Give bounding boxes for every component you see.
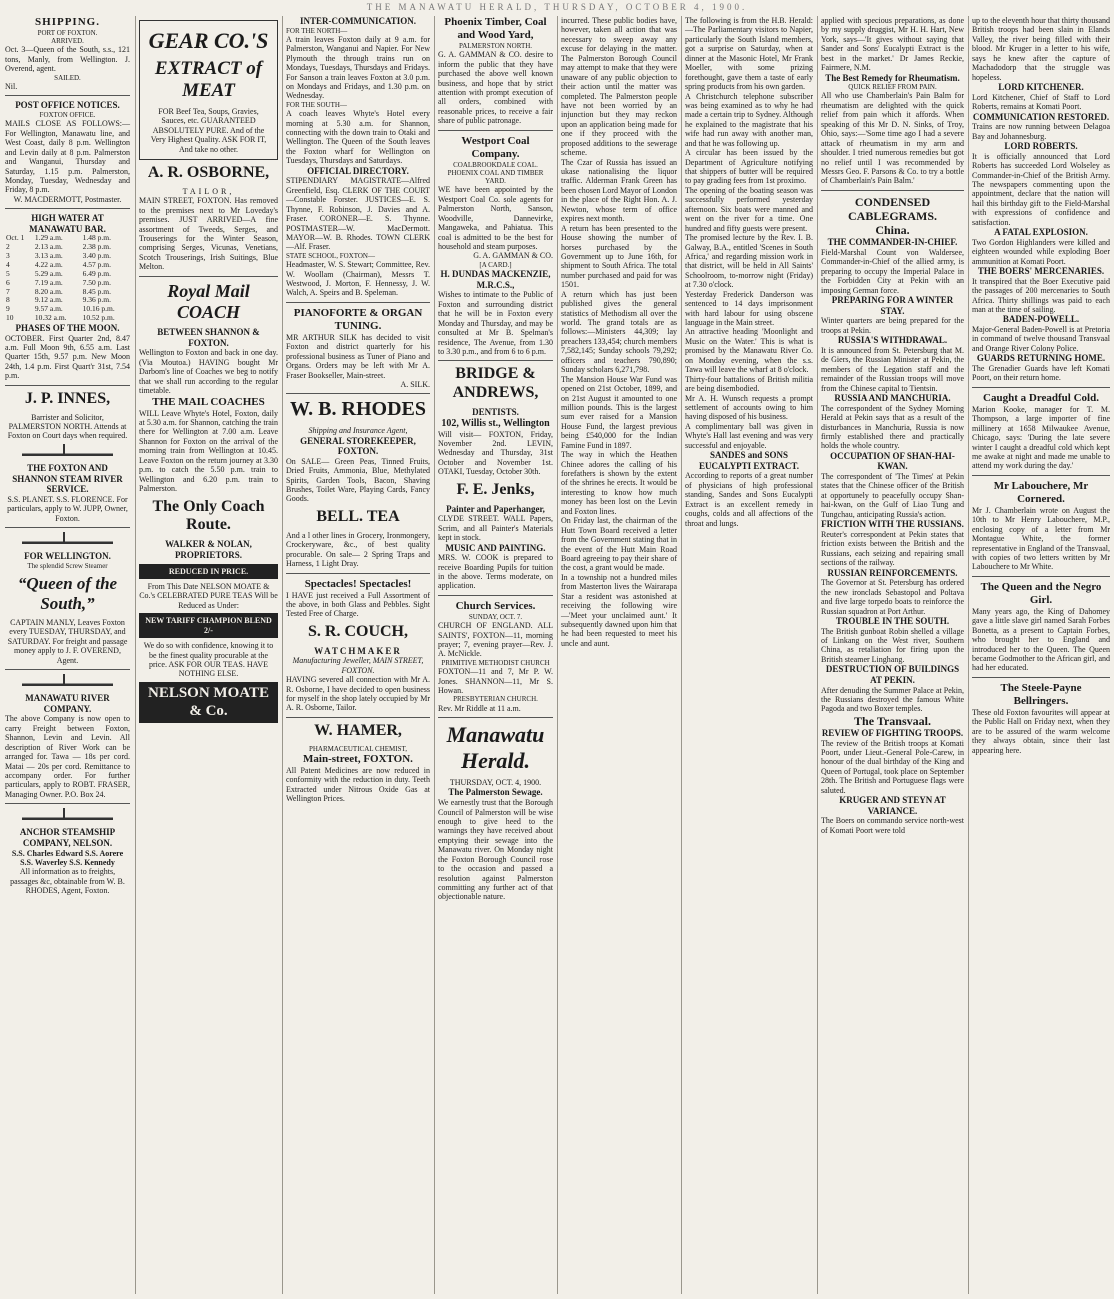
withdrawal-title: RUSSIA'S WITHDRAWAL. [837, 335, 948, 346]
article-paragraph: The following is from the H.B. Herald:—The Parliamentary visitors to Napier, particularly the South Island members, got a surprise on Saturday, when at dinner at the Masonic Hotel, Mr Frank Moeller, with some prizing forethought, gave them a taste of early spring products from his own garden. [685, 16, 813, 92]
jenks-text: CLYDE STREET. WALL Papers, Scrim, and all Painter's Materials kept in stock. [438, 514, 553, 543]
divider [438, 717, 553, 718]
tide-cell: 1.48 p.m. [82, 233, 111, 243]
column-3 [282, 16, 433, 1294]
westport-title: Westport Coal Company. [461, 134, 530, 160]
river-co-title: MANAWATU RIVER COMPANY. [25, 693, 110, 714]
music-title: MUSIC AND PAINTING. [445, 542, 546, 553]
article-paragraph: A return has been presented to the House showing the number of horses purchased by the Government up to June 16th, for shipment to South Africa. The total number purchased and paid for was 1501. [561, 223, 677, 290]
rhodes-title: W. B. RHODES [290, 398, 426, 421]
shanhai-text: The correspondent of 'The Times' at Pekin states that the Chinese officer of the British at opportunely to peacefully occupy Shan-hai-kwan, on the Gulf of Liao Tung and Tungchau, anticipating Russia's action. [821, 472, 964, 519]
tide-cell: 10.16 p.m. [82, 304, 115, 314]
phoenix-loc: PALMERSTON NORTH. [458, 41, 533, 50]
queen-text: CAPTAIN MANLY, Leaves Foxton every TUESDAY, THURSDAY, and SATURDAY. For freight and passage money apply to J. F. OVEREND, Agent. [7, 618, 128, 665]
hamer-street: Main-street, FOXTON. [303, 753, 413, 766]
manchuria-text: The correspondent of the Sydney Morning Herald at Pekin says that as a result of the disturbances in Manchuria, Russia is now firmly established there and practically holds the whole country. [821, 403, 964, 451]
article-paragraph: The Mansion House War Fund was opened on 21st October, 1899, and on 21st August it amounted to one million pounds. This is the largest sum ever raised for a Mansion House Fund, the largest previous being £540,000 for the Indian Famine Fund in 1897. [561, 374, 677, 450]
tide-cell: Oct. 1 [6, 233, 25, 243]
tide-cell: 8.45 p.m. [82, 286, 111, 296]
tide-row [5, 252, 130, 261]
friction-text: Reuter's correspondent at Pekin states that friction exists between the British and the Russians, each seizing and repairing small sections of the railway. [821, 529, 964, 568]
mercenaries-text: It transpired that the Boer Executive paid the passages of 200 mercenaries to South Africa. Thirty shillings was paid to each man at the time of sailing. [972, 276, 1110, 314]
tide-cell: 8.20 a.m. [34, 286, 63, 296]
hamer-trade: PHARMACEUTICAL CHEMIST, [308, 744, 407, 753]
tide-cell: 10.52 p.m. [82, 313, 115, 323]
couch-trade: WATCHMAKER [314, 645, 402, 656]
explosion-title: A FATAL EXPLOSION. [994, 227, 1088, 238]
tide-cell: 1.29 a.m. [34, 233, 63, 243]
bell-tea: BELL. TEA [316, 507, 400, 525]
sailed-text: Nil. [5, 82, 18, 92]
moon-text: OCTOBER. First Quarter 2nd, 8.47 a.m. Full Moon 9th, 6.55 a.m. Last Quarter 15th, 9.57 p.m. New Moon 24th, 1.4 p.m. First Quart'r 31st, 7.54 p.m. [5, 333, 130, 381]
for-wellington: FOR WELLINGTON. [24, 551, 111, 562]
herald-title: Manawatu Herald. [446, 722, 545, 774]
rhodes-sale: On SALE— Green Peas, Tinned Fruits, Dried Fruits, Ammonia, Blue, Methylated Spirits, Garden Tools, Bacon, Shaving Brushes, Toilet Ware, Playing Cards, Fancy Goods. [286, 456, 430, 504]
ship-icon [22, 808, 113, 824]
tide-cell: 7.50 p.m. [82, 277, 111, 287]
divider [5, 527, 130, 528]
school-text: Headmaster, W. S. Stewart; Committee, Rev. W. Woollam (Chairman), Messrs T. Westwood, J. Morton, F. Hennessy, J. W. Walch, A. Speirs and B. Speleman. [286, 260, 430, 298]
article-paragraph: On Friday last, the chairman of the Hutt Town Board received a letter from the Government stating that in the event of the Hutt Main Road Board agreeing to pay their share of the cost, a grant would be made. [561, 516, 677, 573]
divider [438, 130, 553, 131]
couch-name: S. R. COUCH, [307, 622, 408, 640]
cold-title: Caught a Dreadful Cold. [983, 391, 1099, 404]
tide-row [5, 279, 130, 288]
tide-cell: 9.12 a.m. [34, 295, 63, 305]
tariff-text: We do so with confidence, knowing it to be the finest quality procurable at the price. ASK FOR OUR TEAS. HAVE NOTHING ELSE. [143, 641, 274, 679]
tide-row [5, 314, 130, 323]
sewage-text: We earnestly trust that the Borough Council of Palmerston will be wise enough to give heed to the warnings they have received about emptying their sewage into the Manawatu river. On Monday night the Foxton Borough Council rose to the occasion and passed a resolution against Palmerston committing any further act of that objectionable nature. [438, 798, 553, 902]
north-text: A train leaves Foxton daily at 9 a.m. for Palmerston, Wanganui and Napier. For New Plymouth the through trains run on Mondays, Tuesdays, Thursdays and Fridays. For Sanson a train leaves Foxton at 3.0 p.m. on Mondays and Fridays, and 1.30 p.m. on Wednesday. [286, 34, 430, 101]
hamer-text: All Patent Medicines are now reduced in conformity with the reduction in duty. Teeth Extracted under Nitrous Oxide Gas at Wellington Prices. [286, 766, 430, 804]
divider [5, 208, 130, 209]
south-text: A coach leaves Whyte's Hotel every morning at 5.30 a.m. for Shannon, connecting with the down train to Otaki and Wellington. The Queen of the South leaves the Foxton wharf for Wellington on Tuesdays, Thursdays and Saturdays. [286, 109, 430, 166]
commander-text: Field-Marshal Count von Waldersee, Commander-in-Chief of the allied army, is preparing to occupy the Imperial Palace in the Forbidden City at Pekin with an imposing German force. [821, 247, 964, 295]
review-text: The review of the British troops at Komati Poort, under Lieut.-General Pole-Carew, in honour of the dual birthday of the King and Queen of Portugal, took place on September 28th. The British and Portuguese flags were saluted. [821, 738, 964, 795]
post-title: POST OFFICE NOTICES. [15, 100, 120, 111]
river-text: The above Company is now open to carry Freight between Foxton, Shannon, Levin and Levin. All description of River Work can be arranged for. Tawa — 18s per cord. Matai — 20s per cord. Remittance to accompany order. For further particulars, apply to ROBT. FRASER, Managing Owner. P.O. Box 24. [5, 714, 130, 799]
comm-text: Trains are now running between Delagoa Bay and Johannesburg. [972, 122, 1110, 141]
presby-text: Rev. Mr Riddle at 11 a.m. [438, 703, 521, 713]
jenks-trade: Painter and Paperhanger, [446, 503, 545, 514]
roberts-title: LORD ROBERTS. [1004, 141, 1078, 152]
bridge-addr: 102, Willis st., Wellington [441, 417, 550, 429]
divider [286, 717, 430, 718]
column-4 [434, 16, 556, 1294]
divider [286, 302, 430, 303]
gear-ad [139, 20, 278, 160]
westport-sub: COALBROOKDALE COAL. PHOENIX COAL AND TIMBER YARD. [447, 160, 544, 186]
comm-title: COMMUNICATION RESTORED. [972, 111, 1110, 122]
article-paragraph: A Christchurch telephone subscriber was being examined as to why he had made a certain trip to Sydney. Although he explained to the magistrate that his wife had run away with another man, and that he was following up. [685, 91, 813, 148]
tide-row [5, 270, 130, 279]
trouble-title: TROUBLE IN THE SOUTH. [835, 615, 950, 626]
gear-product: EXTRACT of MEAT [154, 57, 263, 102]
article-paragraph: The opening of the boating season was successfully performed yesterday afternoon. Six boats were manned and went on the river for a time. One hundred and fifty guests were present. [685, 185, 813, 233]
dentists-label: DENTISTS. [472, 407, 519, 418]
labouchere-text: Mr J. Chamberlain wrote on August the 10th to Mr Henry Labouchere, M.P., enclosing copy of a letter from Mr Montague White, the former representative in England of the Transvaal, with copies of two letters written by Mr Labouchere to Mr White. [972, 505, 1110, 572]
hamer-name: W. HAMER, [314, 721, 402, 739]
divider [972, 387, 1110, 388]
nelson-moate-logo: NELSON MOATE & Co. [139, 682, 278, 723]
kruger-text: The Boers on commando service north-west of Komati Poort were told [821, 816, 964, 835]
tide-cell: 9 [6, 304, 10, 314]
gear-text: FOR Beef Tea, Soups, Gravies, Sauces, etc. GUARANTEED ABSOLUTELY PURE. And of the Very Highest Quality. ASK FOR IT, And take no other. [150, 106, 267, 154]
reinforce-text: The Governor at St. Petersburg has ordered the new ironclads Sebastopol and Poltava and five large torpedo boats to reinforce the Russian squadron at Port Arthur. [821, 578, 964, 616]
moon-title: PHASES OF THE MOON. [15, 322, 120, 333]
silk-sign: A. SILK. [400, 380, 430, 390]
article-paragraph: incurred. These public bodies have, however, taken all action that was necessary to sweep away any excuse for delaying in the matter. The Palmerston Borough Council may attempt to make that they were unaware of any public objection to their action until the matter was completed. The Palmerston people have not been worried by an injunction but they may reckon upon an application being made for one if they proceed with the proposed additions to the sewerage scheme. [561, 16, 677, 158]
tide-cell: 4 [6, 260, 10, 270]
divider [286, 393, 430, 394]
article-paragraph: A circular has been issued by the Department of Agriculture notifying that shippers of butter will be required to pay grading fees from 1st proximo. [685, 148, 813, 186]
article-paragraph: The Czar of Russia has issued an ukase nationalising the liquor traffic. Alderman Frank Green has been chosen Lord Mayor of London in the place of the Right Hon. A. J. Newton, whose term of office expires next month. [561, 157, 677, 224]
queen-negro-text: Many years ago, the King of Dahomey gave a little slave girl named Sarah Forbes Bonetta, as a present to Captain Forbes, who brought her to England and introduced her to the Queen. The Queen became Godmother to the African girl, and had her educated. [972, 606, 1110, 673]
bell-text: And a l other lines in Grocery, Ironmongery, Crockeryware, &c., of best quality procurable. On sale— 2 Spring Traps and Harness, 1 Light Dray. [286, 530, 430, 569]
jenks-name: F. E. Jenks, [456, 480, 535, 498]
spectacles-title: Spectacles! Spectacles! [304, 577, 412, 590]
column-5 [557, 16, 680, 1294]
baden-title: BADEN-POWELL. [1002, 314, 1080, 325]
divider [972, 677, 1110, 678]
article-paragraph: An attractive heading 'Moonlight and Music on the Water.' This is what is promised by the Manawatu River Co. on Monday evening, when the s.s. Tawa will leave the wharf at 8 o'clock. [685, 327, 813, 375]
roberts-text: It is officially announced that Lord Roberts has succeeded Lord Wolseley as Commander-in-Chief of the British Army. The newspapers commenting upon the appointment, declare that the nation will hail this birthday gift to the Field-Marshal with expressions of confidence and satisfaction. [972, 151, 1110, 227]
foxton-shannon-text: S.S. PLANET. S.S. FLORENCE. For particulars, apply to W. JUPP, Owner, Foxton. [7, 494, 128, 523]
tide-cell: 2.13 a.m. [34, 242, 63, 252]
steamer-icon [22, 674, 113, 690]
tide-cell: 3.13 a.m. [34, 251, 63, 261]
article-paragraph: Yesterday Frederick Danderson was sentenced to 14 days imprisonment with hard labour for using obscene language in the Main street. [685, 289, 813, 327]
osborne-name: A. R. OSBORNE, [147, 163, 270, 181]
innes-name: J. P. INNES, [24, 389, 111, 407]
divider [438, 360, 553, 361]
silk-text: MR ARTHUR SILK has decided to visit Foxton and district quarterly for his professional business as Tuner of Piano and Organs. Orders may be left with Mr A. Fraser Bookseller, Main-street. [286, 332, 430, 380]
westport-text: WE have been appointed by the Westport Coal Co. sole agents for Palmerston North, Sanson, Woodville, Dannevirke, Mangaweka, and Pahiatua. This coal is admitted to be the best for household and steam purposes. [438, 185, 553, 251]
tide-cell: 4.22 a.m. [34, 260, 63, 270]
south-title: FOR THE SOUTH— [286, 100, 347, 109]
tide-title: HIGH WATER AT MANAWATU BAR. [29, 213, 106, 234]
divider [5, 803, 130, 804]
tide-cell: 7.19 a.m. [34, 277, 63, 287]
walker-nolan: WALKER & NOLAN, PROPRIETORS. [165, 539, 252, 560]
phoenix-text: G. A. GAMMAN & CO. desire to inform the public that they have purchased the above well known business, and hope that by strict attention with prompt execution of all orders, combined with reasonable prices, to receive a fair share of public patronage. [438, 50, 553, 126]
queen-name: “Queen of the South,” [17, 573, 118, 613]
steele-title: The Steele-Payne Bellringers. [1000, 681, 1082, 707]
column-7 [817, 16, 967, 1294]
royal-mail-title: Royal Mail COACH [167, 280, 250, 322]
steamer-icon [22, 444, 113, 460]
tide-cell: 5 [6, 268, 10, 278]
royal-text: Wellington to Foxton and back in one day. (Via Moutoa.) HAVING bought Mr Darbom's line of Coaches we beg to notify that we shall run according to the regular timetable. [139, 348, 278, 396]
tide-cell: 6 [6, 277, 10, 287]
sandes-text: According to reports of a great number of physicians of high professional standing, Sandes and Sons Eucalypti Extract is an excellent remedy in coughs, colds and all affections of the throat and lungs. [685, 471, 813, 528]
article-paragraph: The promised lecture by the Rev. I. B. Galway, B.A., entitled 'Scenes in South Africa,' and regarding mission work in that district, will be held in All Saints' Schoolroom, to-morrow night (Friday) at 7.30 o'clock. [685, 233, 813, 290]
music-text: MRS. W. COOK is prepared to receive Boarding Pupils for tuition in the above. Terms moderate, on application. [438, 553, 553, 591]
only-coach-title: The Only Coach Route. [152, 497, 265, 534]
shipping-title: SHIPPING. [35, 16, 100, 28]
divider [286, 573, 430, 574]
mercenaries-title: THE BOERS' MERCENARIES. [977, 266, 1105, 277]
mail-coaches-title: THE MAIL COACHES [152, 395, 265, 408]
divider [438, 595, 553, 596]
winter-title: PREPARING FOR A WINTER STAY. [831, 295, 954, 316]
tide-cell: 10.32 a.m. [34, 313, 67, 323]
reduced-text: From This Date NELSON MOATE & Co.'s CELEBRATED PURE TEAS Will be Reduced as Under: [139, 581, 278, 610]
tide-cell: 3 [6, 251, 10, 261]
tide-cell: 2.38 p.m. [82, 242, 111, 252]
tide-cell: 2 [6, 242, 10, 252]
divider [139, 276, 278, 277]
tide-table [5, 234, 130, 322]
tide-row [5, 243, 130, 252]
labouchere-title: Mr Labouchere, Mr Cornered. [993, 479, 1089, 505]
guards-title: GUARDS RETURNING HOME. [976, 353, 1106, 364]
foxton-shannon-title: THE FOXTON AND SHANNON STEAM RIVER SERVICE. [12, 462, 123, 495]
explosion-text: Two Gordon Highlanders were killed and eighteen wounded while exploding Boer ammunition at Komati Poort. [972, 237, 1110, 266]
couch-sub: Manufacturing Jeweller, MAIN STREET, FOXTON. [292, 656, 424, 675]
remedy-title: The Best Remedy for Rheumatism. [825, 72, 960, 83]
church-title: Church Services. [455, 599, 536, 612]
gear-brand: GEAR CO.'S [148, 28, 269, 53]
card-label: [A CARD.] [479, 260, 512, 269]
shanhai-title: OCCUPATION OF SHAN-HAI-KWAN. [830, 450, 955, 472]
tide-row [5, 288, 130, 297]
methodist-title: PRIMITIVE METHODIST CHURCH [441, 658, 550, 667]
osborne-trade: TAILOR, [182, 186, 235, 196]
tide-cell: 5.29 a.m. [34, 268, 63, 278]
tide-row [5, 234, 130, 243]
reinforce-title: RUSSIAN REINFORCEMENTS. [827, 567, 958, 578]
divider [5, 669, 130, 670]
official-text: STIPENDIARY MAGISTRATE—Alfred Greenfield, Esq. CLERK OF THE COURT—Constable Forster. JUSTICES—E. S. Thynne, F. Robinson, J. Davies and A. Fraser. CORONER—E. S. Thynne. POSTMASTER—W. MacDermott. MAYOR—W. B. Rhodes. TOWN CLERK—Alf. Fraser. [286, 176, 430, 252]
commander-title: THE COMMANDER-IN-CHIEF. [827, 237, 958, 248]
church-text: CHURCH OF ENGLAND. ALL SAINTS', FOXTON—11, morning prayer; 7, evening prayer—Rev. J. A. McNickle. [438, 621, 553, 659]
postmaster: W. MACDERMOTT, Postmaster. [13, 194, 122, 204]
sandes-title: SANDES and SONS EUCALYPTI EXTRACT. [698, 450, 800, 471]
destruction-title: DESTRUCTION OF BUILDINGS AT PEKIN. [825, 664, 960, 685]
mackenzie-name: H. DUNDAS MACKENZIE, M.R.C.S., [440, 269, 551, 290]
bridge-name: BRIDGE & ANDREWS, [452, 365, 539, 402]
rhodes-sub: Shipping and Insurance Agent, [308, 426, 408, 436]
tide-cell: 10 [6, 313, 14, 323]
guards-text: The Grenadier Guards have left Komati Poort, on their return home. [972, 363, 1110, 383]
article-paragraph: Thirty-four battalions of British militia are being disembodied. [685, 374, 813, 394]
divider [5, 95, 130, 96]
china-title: China. [875, 223, 910, 238]
north-title: FOR THE NORTH— [286, 26, 348, 35]
manchuria-title: RUSSIA AND MANCHURIA. [834, 393, 951, 404]
rhodes-store: GENERAL STOREKEEPER, FOXTON. [300, 435, 416, 457]
column-2 [135, 16, 281, 1294]
article-paragraph: up to the eleventh hour that thirty thousand British troops had been slain in Elands Valley, the river being filled with their blood. Mr Kruger in a letter to his wife, says he knew after the capture of Machadodorp that the struggle was hopeless. [972, 16, 1110, 82]
spectacles-text: I HAVE just received a Full Assortment of the above, in both Glass and Pebbles. Sight Tested Free of Charge. [286, 590, 430, 619]
column-6 [681, 16, 816, 1294]
trouble-text: The British gunboat Robin shelled a village of Linkang on the West river, Southern China, as retaliation for firing upon the British steamer Linghang. [821, 626, 964, 664]
winter-text: Winter quarters are being prepared for the troops at Pekin. [821, 316, 964, 335]
tide-cell: 6.49 p.m. [82, 268, 111, 278]
destruction-text: After denuding the Summer Palace at Pekin, the Russians destroyed the famous White Pagoda and two Boxer temples. [821, 685, 964, 714]
withdrawal-text: It is announced from St. Petersburg that M. de Giers, the Russian Minister at Pekin, the members of the Legation staff and the remainder of the Russian troops will move from the Chinese capital to Tientsin. [821, 345, 964, 393]
presby-title: PRESBYTERIAN CHURCH. [453, 695, 538, 704]
cold-text: Marion Kooke, manager for T. M. Thompson, a large importer of fine millinery at 1658 Milwaukee Avenue, Chicago, says: 'During the late severe winter I caught a dreadful cold which kept me awake at night and made me unable to attend my work during the day.' [972, 404, 1110, 471]
official-title: OFFICIAL DIRECTORY. [307, 165, 409, 176]
column-8 [968, 16, 1113, 1294]
osborne-text: MAIN STREET, FOXTON. Has removed to the premises next to Mr Loveday's premises. JUST ARRIVED—A fine assortment of Tweeds, Serges, and Trouserings for the Winter Season, comprising Serges, Vicunas, Venetians, Scotch Trouserings, Irish Suitings, Blue Melton. [139, 196, 278, 272]
kruger-title: KRUGER AND STEYN AT VARIANCE. [839, 795, 946, 816]
reduced-banner: REDUCED IN PRICE. [139, 564, 278, 579]
arrived-text: Oct. 3—Queen of the South, s.s., 121 tons, Manly, from Wellington. J. Overend, agent. [5, 45, 130, 74]
methodist-text: FOXTON—11 and 7, Mr P. W. Jones. SHANNON—11, Mr S. Howan. [438, 667, 553, 695]
mail-text: WILL Leave Whyte's Hotel, Foxton, daily at 5.30 a.m. for Shannon, catching the train there for Wellington at 7.00 a.m. Leave Shannon for Foxton on the arrival of the morning train from Wellington at 10.45. Leave Foxton on the return journey at 3.30 p.m. to catch the 5.50 p.m. train to Wellington and 6.20 p.m. train to Palmerston. [139, 408, 278, 494]
post-text: MAILS CLOSE AS FOLLOWS:— For Wellington, Manawatu line, and West Coast, daily 8 p.m. Wellington and Levin daily at 8 p.m. Palmerston and Wanganui, Thursday and Saturday, 1.15 p.m. Palmerston, Monday, Tuesday, Wednesday and Friday, 8 p.m. [5, 119, 130, 195]
anchor-title: ANCHOR STEAMSHIP COMPANY, NELSON. [19, 827, 116, 848]
school-title: STATE SCHOOL, FOXTON— [286, 251, 375, 260]
tide-cell: 4.57 p.m. [82, 260, 111, 270]
royal-route: BETWEEN SHANNON & FOXTON. [157, 327, 260, 348]
article-paragraph: Mr A. H. Wunsch requests a prompt settlement of accounts owing to him having disposed of his business. [685, 393, 813, 422]
post-sub: FOXTON OFFICE. [39, 111, 96, 120]
steele-text: These old Foxton favourites will appear at the Public Hall on Friday next, when they are to be assured of the warm welcome they always obtain, since their last appearing here. [972, 707, 1110, 755]
sewage-title: The Palmerston Sewage. [448, 787, 543, 798]
anchor-ships: S.S. Charles Edward S.S. Aorere S.S. Waverley S.S. Kennedy [11, 848, 124, 867]
transvaal-title: The Transvaal. [854, 713, 931, 728]
queen-intro: The splendid Screw Steamer [27, 561, 108, 570]
remedy-sub: QUICK RELIEF FROM PAIN. [848, 83, 937, 92]
column-1 [2, 16, 133, 1294]
anchor-text: All information as to freights, passages &c, obtainable from W. B. RHODES, Agent, Foxton. [10, 867, 125, 896]
divider [972, 475, 1110, 476]
masthead: THE MANAWATU HERALD, THURSDAY, OCTOBER 4, 1900. [366, 2, 748, 12]
article-paragraph: The way in which the Heathen Chinee adores the calling of his forefathers is shown by the extent of the shrines he erects. It would be interesting to know how much money has been lost on the Levin and Foxton lines. [561, 450, 677, 516]
intercom-title: INTER-COMMUNICATION. [299, 16, 417, 26]
herald-date: THURSDAY, OCT. 4, 1900. [449, 778, 542, 788]
tide-row [5, 261, 130, 270]
tide-cell: 9.57 a.m. [34, 304, 63, 314]
westport-sign: G. A. GAMMAN & CO. [473, 251, 553, 261]
pianoforte-title: PIANOFORTE & ORGAN TUNING. [293, 306, 423, 332]
friction-title: FRICTION WITH THE RUSSIANS. [821, 519, 964, 530]
baden-text: Major-General Baden-Powell is at Pretoria in command of twelve thousand Transvaal and Orange River Colony Police. [972, 325, 1110, 353]
phoenix-title: Phoenix Timber, Coal and Wood Yard, [444, 16, 547, 41]
cables-title: CONDENSED CABLEGRAMS. [847, 194, 937, 224]
innes-text: Barrister and Solicitor, PALMERSTON NORTH. Attends at Foxton on Court days when required. [7, 412, 128, 441]
steamer-icon [22, 532, 113, 548]
kitchener-text: Lord Kitchener, Chief of Staff to Lord Roberts, remains at Komati Poort. [972, 92, 1110, 112]
tide-cell: 9.36 p.m. [82, 295, 111, 305]
church-date: SUNDAY, OCT. 7. [468, 612, 523, 621]
tide-cell: 3.40 p.m. [82, 251, 111, 261]
article-paragraph: A return which has just been published gives the general statistics of Methodism all over the world. The grand totals are as follows:—Ministers 44,309; lay preachers 133,454; church members 7,582,145; Sunday schools 79,292; officers and teachers 790,890; Sunday scholars 6,271,798. [561, 289, 677, 375]
kitchener-title: LORD KITCHENER. [998, 82, 1084, 93]
bridge-text: Will visit— FOXTON, Friday, November 2nd. LEVIN, Wednesday and Thursday, 31st October and November 1st. OTAKI, Tuesday, October 30th. [438, 429, 553, 477]
remedy-text: All who use Chamberlain's Pain Balm for rheumatism are delighted with the quick relief from pain which it affords. When speaking of this Mr D. N. Sinks, of Troy, Ohio, says:—'Some time ago I had a severe attack of rheumatism in my arm and shoulder. I tried numerous remedies but got no relief until I was recommended by Messrs Geo. F. Parsons & Co. to try a bottle of Chamberlain's Pain Balm.' [821, 91, 964, 186]
sailed-label: SAILED. [54, 73, 81, 82]
article-paragraph: A complimentary ball was given in Whyte's Hall last evening and was very successful and enjoyable. [685, 421, 813, 450]
queen-negro-title: The Queen and the Negro Girl. [980, 580, 1102, 606]
article-paragraph: applied with specious preparations, as done by my supply druggist, Mr H. H. Hart, New York, says—'It gives without saying that Sander and Sons' Eucalypti Extract is the best in the market.' Dr James Reckie, Fairmere, N.M. [821, 16, 964, 73]
divider [5, 385, 130, 386]
port-label: PORT OF FOXTON. [37, 28, 98, 37]
tide-cell: 8 [6, 295, 10, 305]
review-title: REVIEW OF FIGHTING TROOPS. [821, 727, 964, 738]
article-paragraph: In a township not a hundred miles from Masterton lives the Wairarapa Star a resident was astonished at receiving the following wire—'Meet your unclaimed aunt.' It subsequently dawned upon him that he had been requested to meet his uncle and aunt. [561, 572, 677, 648]
arrived-label: ARRIVED. [51, 37, 84, 46]
divider [972, 576, 1110, 577]
mackenzie-text: Wishes to intimate to the Public of Foxton and surrounding district that he will be in Foxton every Monday and Thursday, and may be consulted at Mr B. Spelman's residence, The Avenue, from 1.30 to 3.30 p.m., and from 6 to 6 p.m. [438, 290, 553, 356]
tariff-banner: NEW TARIFF CHAMPION BLEND 2/- [139, 613, 278, 638]
tide-cell: 7 [6, 286, 10, 296]
couch-text: HAVING severed all connection with Mr A. R. Osborne, I have decided to open business for myself in the shop lately occupied by Mr A. R. Osborne, Tailor. [286, 675, 430, 713]
divider [821, 190, 964, 191]
